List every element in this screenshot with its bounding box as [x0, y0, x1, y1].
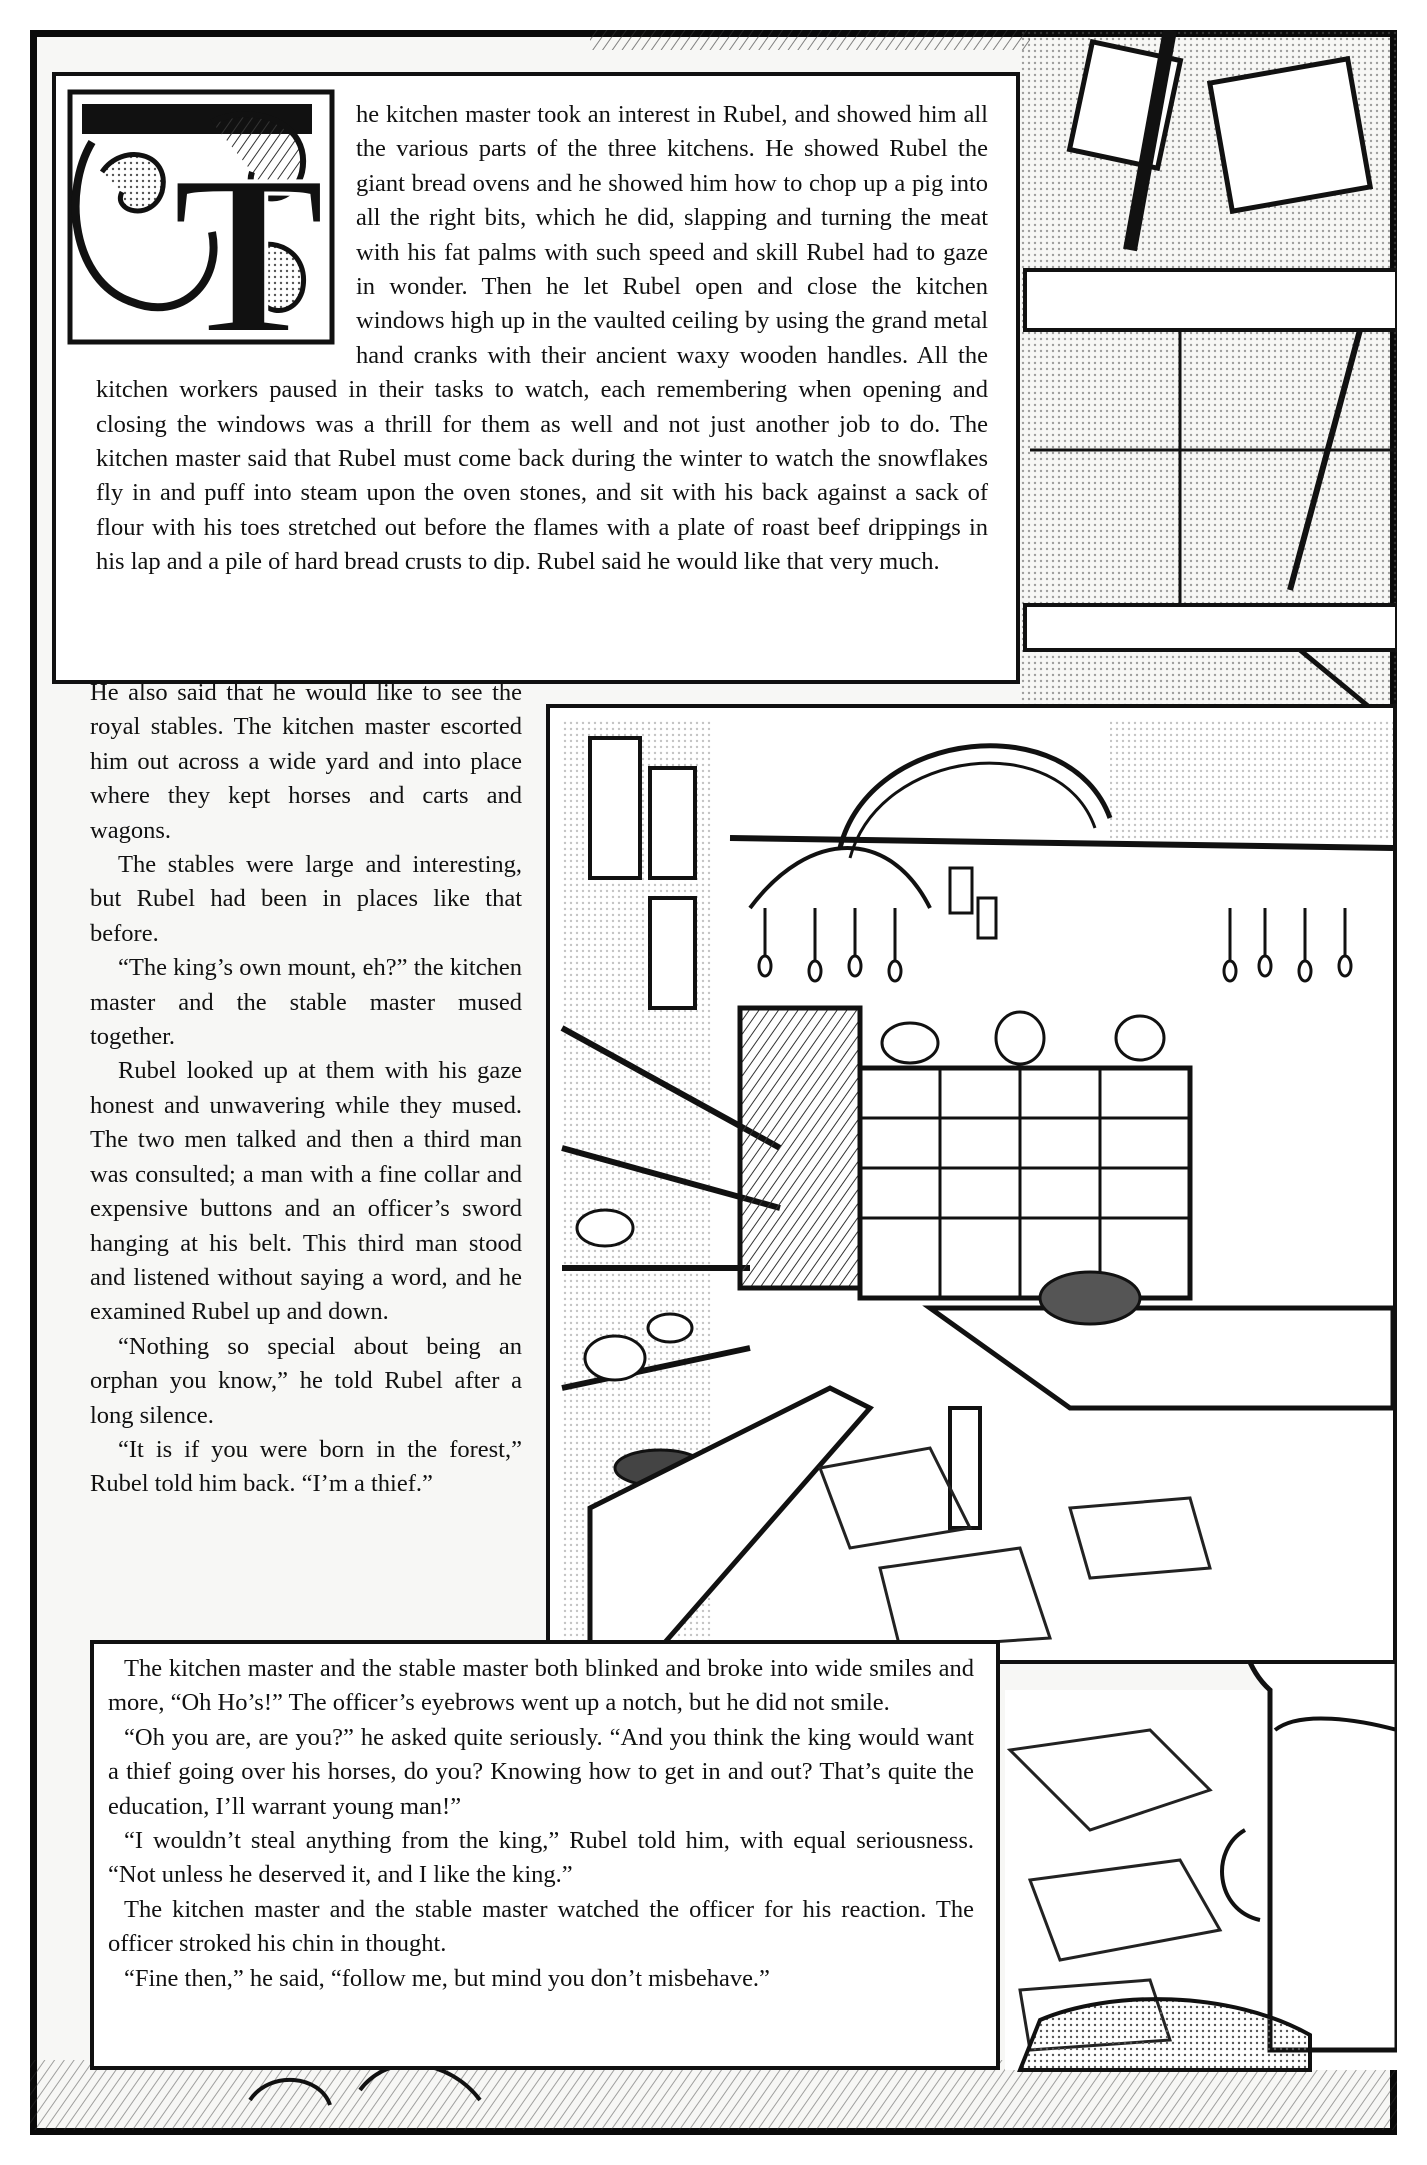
- story-paragraph: The kitchen master and the stable master watched the officer for his reaction. The officer stroked his chin in thought.: [108, 1895, 974, 1958]
- kitchen-illustration-panel: [546, 704, 1397, 1664]
- story-paragraph-top: he kitchen master took an interest in Rubel, and showed him all the various parts of the three kitchens. He showed Rubel the giant bread ovens and he showed him how to chop up a pig into all the right bits, which he did, slapping and turning the meat with his fat palms with such speed and skill Rubel had to gaze in wonder. Then he let Rubel open and close the kitchen windows high up in the vaulted ceiling by using the grand metal hand cranks with their ancient waxy wooden handles. All the kitchen workers paused in their tasks to watch, each remembering when opening and closing the windows was a thrill for them as well and not just another job to do. The kitchen master said that Rubel must come back during the winter to watch the snowflakes fly in and puff into steam upon the oven stones, and sit with his back against a sack of flour with his toes stretched out before the flames with a plate of roast beef drippings in his lap and a pile of hard bread crusts to dip. Rubel said he would like that very much.: [96, 101, 988, 576]
- story-paragraph: The kitchen master and the stable master both blinked and broke into wide smiles and more, “Oh Ho’s!” The officer’s eyebrows went up a notch, but he did not smile.: [108, 1655, 974, 1717]
- story-paragraph: “The king’s own mount, eh?” the kitchen master and the stable master mused together.: [90, 954, 522, 1051]
- story-paragraph: Rubel looked up at them with his gaze honest and unwavering while they mused. The two men talked and then a third man was consulted; a man with a fine collar and expensive buttons and an officer’s sword hanging at his belt. This third man stood and listened without saying a word, and he examined Rubel up and down.: [90, 1057, 522, 1326]
- story-text-block-top: [52, 72, 1020, 684]
- story-text-column: [90, 676, 522, 1656]
- story-paragraph: “Nothing so special about being an orphan you know,” he told Rubel after a long silence.: [90, 1332, 522, 1429]
- illuminated-drop-cap: [62, 82, 342, 350]
- story-paragraph: The stables were large and interesting, but Rubel had been in places like that before.: [90, 851, 522, 947]
- story-paragraph: “Fine then,” he said, “follow me, but mind you don’t misbehave.”: [124, 1964, 770, 1992]
- kitchen-interior-illustration: [550, 708, 1393, 1660]
- story-paragraph: “Oh you are, are you?” he asked quite seriously. “And you think the king would want a thief going over his horses, do you? Knowing how to get in and out? That’s quite the education, I’ll warrant young man!”: [108, 1723, 974, 1820]
- drop-cap-letter: T: [172, 127, 326, 350]
- story-paragraph: He also said that he would like to see the royal stables. The kitchen master escorted him out across a wide yard and into place where they kept horses and carts and wagons.: [90, 679, 522, 844]
- story-paragraph: “It is if you were born in the forest,” Rubel told him back. “I’m a thief.”: [90, 1435, 522, 1498]
- story-paragraph: “I wouldn’t steal anything from the king,” Rubel told him, with equal seriousness. “Not unless he deserved it, and I like the king.”: [108, 1827, 974, 1889]
- story-text-block-bottom: [90, 1640, 1000, 2070]
